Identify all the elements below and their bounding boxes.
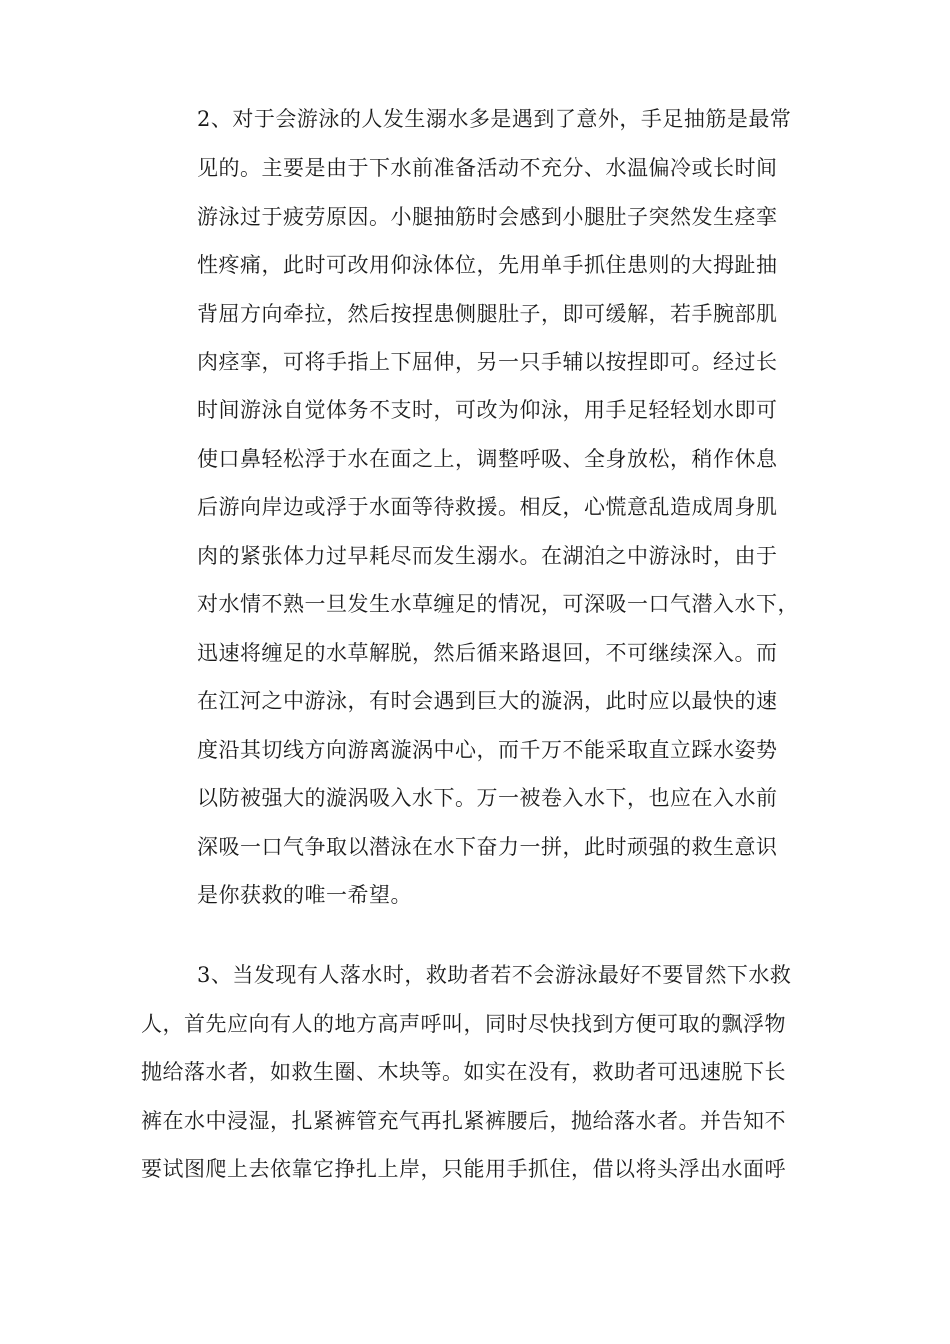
text-line: 见的。主要是由于下水前准备活动不充分、水温偏冷或长时间 [197, 156, 778, 180]
text-line: 深吸一口气争取以潜泳在水下奋力一拼，此时顽强的救生意识 [197, 835, 778, 859]
text-line: 肉的紧张体力过早耗尽而发生溺水。在湖泊之中游泳时，由于 [197, 544, 778, 568]
text-line: 3、当发现有人落水时，救助者若不会游泳最好不要冒然下水救 [197, 963, 792, 987]
text-line: 背屈方向牵拉，然后按捏患侧腿肚子，即可缓解，若手腕部肌 [197, 302, 778, 326]
text-line: 度沿其切线方向游离漩涡中心，而千万不能采取直立踩水姿势 [197, 738, 778, 762]
text-line: 是你获救的唯一希望。 [197, 883, 412, 907]
text-line: 2、对于会游泳的人发生溺水多是遇到了意外，手足抽筋是最常 [197, 107, 792, 131]
text-line: 后游向岸边或浮于水面等待救援。相反，心慌意乱造成周身肌 [197, 495, 778, 519]
text-line: 抛给落水者，如救生圈、木块等。如实在没有，救助者可迅速脱下长 [141, 1060, 786, 1084]
text-line: 使口鼻轻松浮于水在面之上，调整呼吸、全身放松，稍作休息 [197, 447, 778, 471]
text-line: 性疼痛，此时可改用仰泳体位，先用单手抓住患则的大拇趾抽 [197, 253, 778, 277]
text-line: 时间游泳自觉体务不支时，可改为仰泳，用手足轻轻划水即可 [197, 398, 778, 422]
text-line: 游泳过于疲劳原因。小腿抽筋时会感到小腿肚子突然发生痉挛 [197, 205, 778, 229]
text-line: 肉痉挛，可将手指上下屈伸，另一只手辅以按捏即可。经过长 [197, 350, 778, 374]
text-line: 裤在水中浸湿，扎紧裤管充气再扎紧裤腰后，抛给落水者。并告知不 [141, 1109, 786, 1133]
text-line: 人，首先应向有人的地方高声呼叫，同时尽快找到方便可取的飘浮物 [141, 1012, 786, 1036]
text-line: 对水情不熟一旦发生水草缠足的情况，可深吸一口气潜入水下， [197, 592, 799, 616]
text-line: 要试图爬上去依靠它挣扎上岸，只能用手抓住，借以将头浮出水面呼 [141, 1157, 786, 1181]
text-line: 在江河之中游泳，有时会遇到巨大的漩涡，此时应以最快的速 [197, 689, 778, 713]
text-line: 以防被强大的漩涡吸入水下。万一被卷入水下，也应在入水前 [197, 786, 778, 810]
text-line: 迅速将缠足的水草解脱，然后循来路退回，不可继续深入。而 [197, 641, 778, 665]
